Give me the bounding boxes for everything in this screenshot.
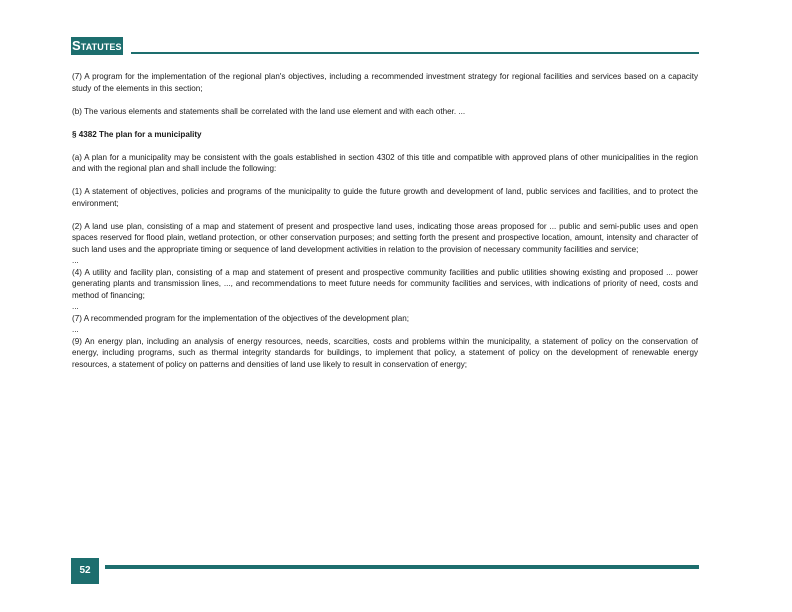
- ellipsis-line: ...: [72, 256, 79, 265]
- ellipsis-line: ...: [72, 302, 79, 311]
- paragraph-objectives: (1) A statement of objectives, policies and programs of the municipality to guide the future growth and development of land, public services and facilities, and to protect the environment;: [72, 187, 698, 208]
- footer-divider: [105, 565, 699, 569]
- ellipsis-line: ...: [72, 325, 79, 334]
- header-divider: [131, 52, 699, 54]
- paragraph-energy-plan: (9) An energy plan, including an analysis of energy resources, needs, scarcities, costs and problems within the municipality, a statement of policy on the conservation of energy, including programs, such as thermal integrity standards for buildings, to implement that policy, a statement of policy on the development of renewable energy resources, a statement of policy on patterns and densities of land use likely to result in conservation of energy;: [72, 336, 698, 369]
- paragraph-implementation-program: (7) A recommended program for the implementation of the objectives of the development plan;: [72, 313, 409, 323]
- section-heading-4382: § 4382 The plan for a municipality: [72, 129, 202, 139]
- page-number: 52: [71, 558, 99, 584]
- paragraph-utility-facility-plan: (4) A utility and facility plan, consisting of a map and statement of present and prospective community facilities and public utilities showing existing and proposed ... power generating plants and transmission lines, ..., and recommendations to meet future needs for community facilities and services, with indications of priority of need, costs and method of financing;: [72, 267, 698, 300]
- paragraph-land-use-plan: (2) A land use plan, consisting of a map and statement of present and prospective land uses, indicating those areas proposed for ... public and semi-public uses and open spaces reserved for flood plain, wetland protection, or other conservation purposes; and setting forth the present and prospective location, amount, intensity and character of such land uses and the appropriate timing or sequence of land development activities in relation to the provision of necessary community facilities and service;: [72, 221, 698, 254]
- paragraph-municipal-plan-intro: (a) A plan for a municipality may be consistent with the goals established in section 4302 of this title and compatible with approved plans of other municipalities in the region and with the regional plan and shall include the following:: [72, 152, 698, 173]
- paragraph-correlation: (b) The various elements and statements shall be correlated with the land use element and with each other. ...: [72, 106, 466, 116]
- document-body: [72, 71, 698, 370]
- paragraph-regional-implementation: (7) A program for the implementation of the regional plan's objectives, including a recommended investment strategy for regional facilities and services based on a capacity study of the elements in this section;: [72, 72, 698, 93]
- page-footer: [71, 558, 699, 584]
- section-title: Statutes: [72, 38, 122, 53]
- page-header: [71, 37, 699, 55]
